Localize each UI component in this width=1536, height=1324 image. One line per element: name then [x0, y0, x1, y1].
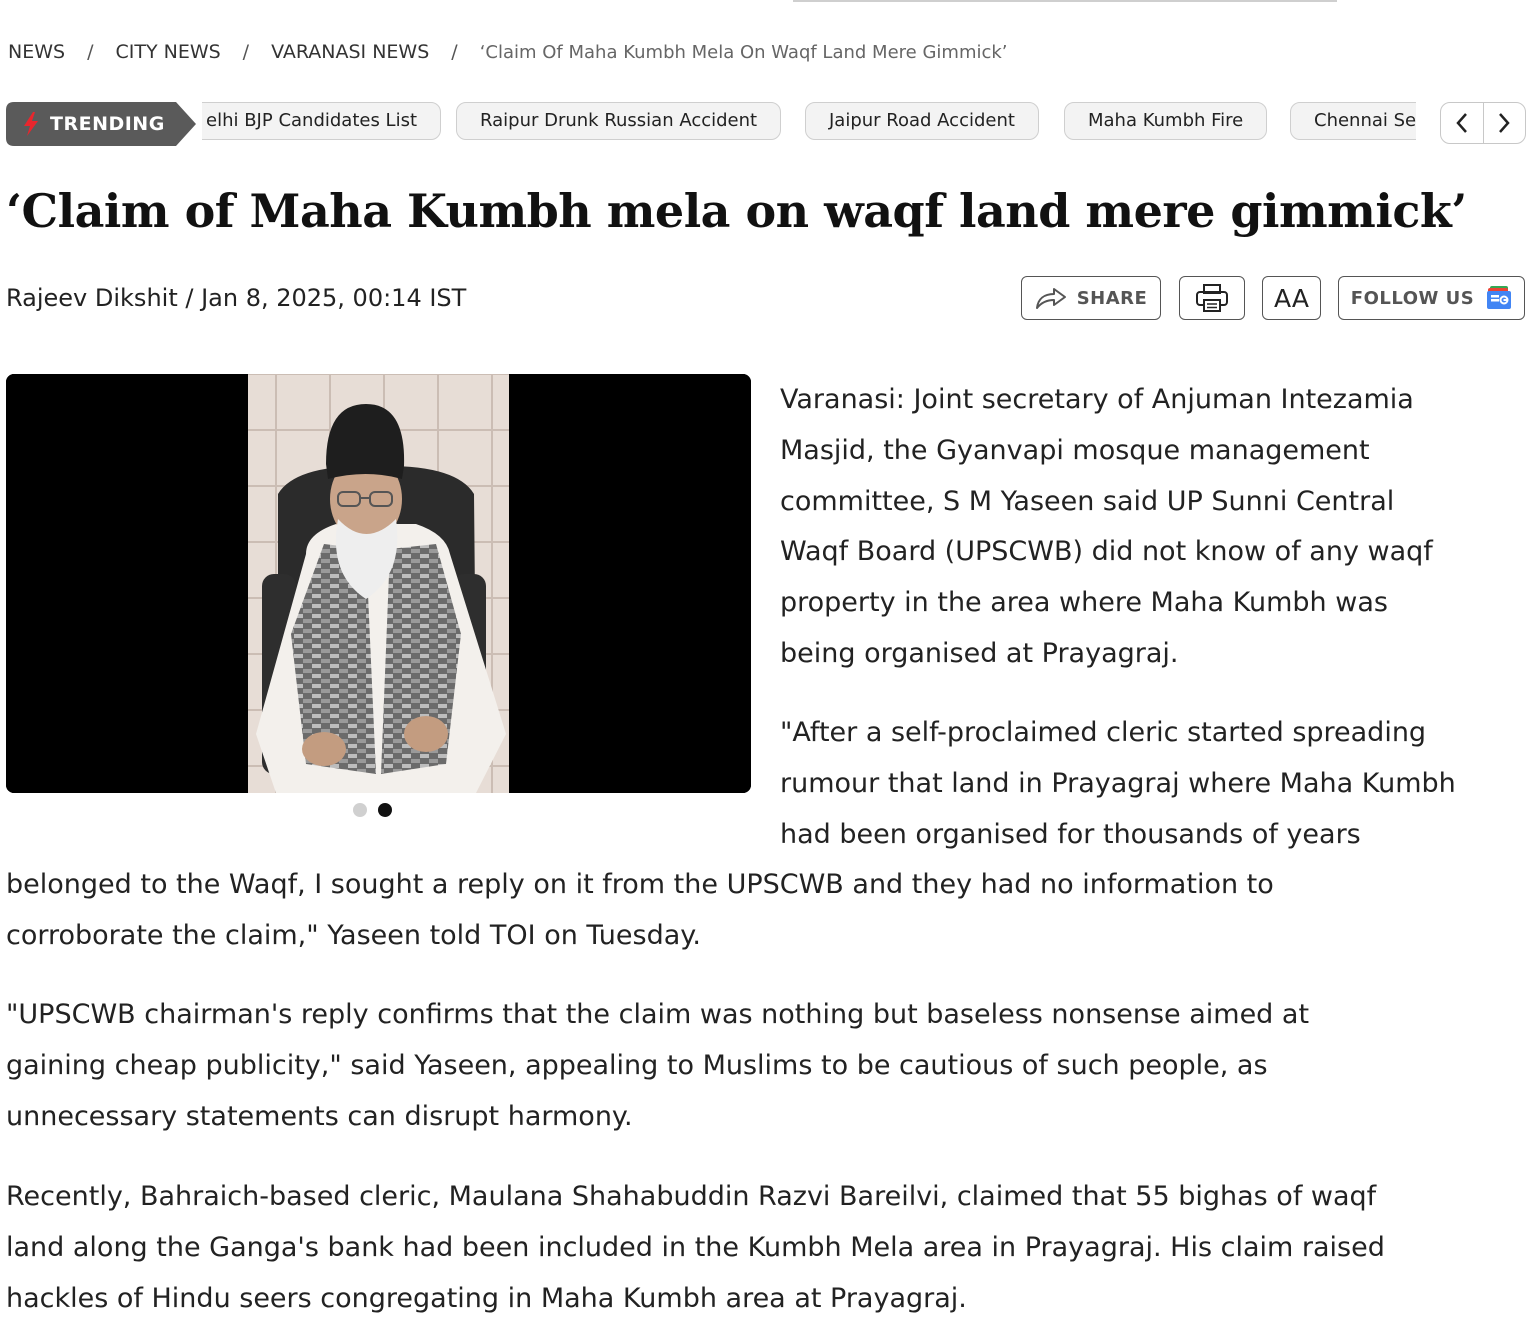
- breadcrumb-separator: /: [87, 41, 94, 63]
- article-image[interactable]: [6, 374, 751, 793]
- printer-icon: [1195, 283, 1229, 313]
- breadcrumb-city-news[interactable]: CITY NEWS: [115, 41, 221, 63]
- breadcrumb-separator: /: [451, 41, 458, 63]
- text-line: Recently, Bahraich-based cleric, Maulana Shahabuddin Razvi Bareilvi, claimed that 55 bighas of waqf: [6, 1181, 1377, 1212]
- trending-chip[interactable]: Maha Kumbh Fire: [1064, 102, 1267, 140]
- article-paragraph: [6, 1172, 1385, 1324]
- trending-badge: [6, 102, 196, 146]
- text-line: "UPSCWB chairman's reply confirms that the claim was nothing but baseless nonsense aimed at: [6, 999, 1310, 1030]
- text-line: Waqf Board (UPSCWB) did not know of any waqf: [780, 536, 1433, 568]
- trending-chips: [202, 102, 1416, 146]
- text-line: land along the Ganga's bank had been included in the Kumbh Mela area in Prayagraj. His claim raised: [6, 1231, 1385, 1263]
- text-line: hackles of Hindu seers congregating in Maha Kumbh area at Prayagraj.: [6, 1282, 967, 1314]
- trending-chip[interactable]: Raipur Drunk Russian Accident: [456, 102, 781, 140]
- trending-chip[interactable]: elhi BJP Candidates List: [202, 102, 441, 140]
- share-button[interactable]: [1021, 276, 1161, 320]
- text-size-label: AA: [1274, 283, 1309, 313]
- trending-nav: [1440, 102, 1526, 144]
- print-button[interactable]: [1179, 276, 1245, 320]
- text-line: "After a self-proclaimed cleric started spreading: [780, 717, 1427, 748]
- lightning-icon: [22, 112, 40, 136]
- breadcrumb-separator: /: [242, 41, 250, 63]
- text-line: Varanasi: Joint secretary of Anjuman Intezamia: [780, 384, 1414, 415]
- text-line: had been organised for thousands of years: [780, 818, 1361, 850]
- trending-chip[interactable]: Jaipur Road Accident: [805, 102, 1039, 140]
- carousel-dot[interactable]: [353, 803, 367, 817]
- text-line: property in the area where Maha Kumbh was: [780, 587, 1388, 619]
- breadcrumb-varanasi-news[interactable]: VARANASI NEWS: [271, 41, 430, 63]
- breadcrumb-current: ‘Claim Of Maha Kumbh Mela On Waqf Land Mere Gimmick’: [479, 41, 1008, 63]
- carousel-dots: [353, 803, 392, 817]
- follow-us-button[interactable]: [1338, 276, 1525, 320]
- follow-us-label: FOLLOW US: [1350, 287, 1475, 309]
- article-paragraph: [6, 708, 1456, 962]
- share-icon: [1035, 286, 1067, 310]
- text-line: rumour that land in Prayagraj where Maha Kumbh: [780, 767, 1456, 799]
- text-line: corroborate the claim," Yaseen told TOI on Tuesday.: [6, 920, 701, 952]
- article-headline: ‘Claim of Maha Kumbh mela on waqf land mere gimmick’: [6, 184, 1467, 238]
- trending-bar: [6, 102, 1530, 146]
- chevron-right-icon: [1497, 112, 1511, 134]
- text-line: being organised at Prayagraj.: [780, 637, 1179, 669]
- chevron-left-icon: [1455, 112, 1469, 134]
- cleric-photo: [6, 374, 751, 793]
- article-paragraph: [780, 375, 1433, 680]
- top-divider: [793, 0, 1337, 2]
- text-size-button[interactable]: [1262, 276, 1321, 320]
- article-byline: Rajeev Dikshit / Jan 8, 2025, 00:14 IST: [6, 284, 467, 312]
- text-line: Masjid, the Gyanvapi mosque management: [780, 434, 1370, 466]
- google-news-icon: [1486, 286, 1512, 310]
- breadcrumb-news[interactable]: NEWS: [8, 41, 66, 63]
- trending-label: TRENDING: [50, 113, 165, 135]
- next-button[interactable]: [1483, 103, 1526, 143]
- text-line: belonged to the Waqf, I sought a reply on it from the UPSCWB and they had no information to: [6, 869, 1274, 901]
- article-paragraph: [6, 990, 1309, 1142]
- text-line: gaining cheap publicity," said Yaseen, appealing to Muslims to be cautious of such people, as: [6, 1049, 1268, 1081]
- prev-button[interactable]: [1441, 103, 1483, 143]
- share-label: SHARE: [1076, 287, 1148, 309]
- carousel-dot-active[interactable]: [378, 803, 392, 817]
- trending-chip[interactable]: Chennai Se: [1290, 102, 1416, 140]
- text-line: committee, S M Yaseen said UP Sunni Central: [780, 485, 1395, 517]
- text-line: unnecessary statements can disrupt harmony.: [6, 1100, 633, 1132]
- breadcrumb: [8, 40, 1008, 64]
